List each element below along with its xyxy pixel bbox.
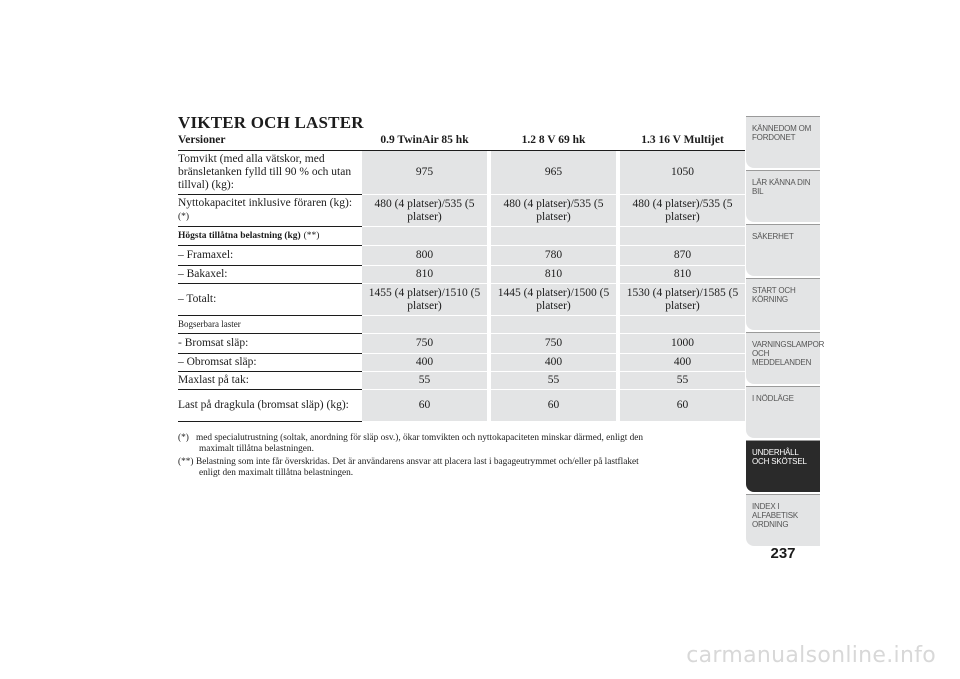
page-number: 237 [770,545,796,562]
row-label: - Bromsat släp: [178,334,362,354]
row-label: – Totalt: [178,284,362,316]
cell-value: 870 [620,246,745,266]
row-label: Tomvikt (med alla vätskor, med bränsletanken fylld till 90 % och utan tillval) (kg): [178,151,362,195]
header-versions: Versioner [178,132,362,151]
cell-value: 55 [620,372,745,390]
tab-kannedom[interactable]: KÄNNEDOM OM FORDONET [746,116,820,168]
table-row [178,354,745,372]
section-heading: Högsta tillåtna belastning (kg) (**) [178,227,362,246]
cell-value: 800 [362,246,487,266]
cell-value: 480 (4 platser)/535 (5 platser) [362,195,487,227]
table-row [178,372,745,390]
cell-value: 965 [491,151,616,195]
table-row [178,334,745,354]
cell-value: 55 [491,372,616,390]
table-header-row [178,132,745,151]
cell-value: 400 [491,354,616,372]
tab-i-nodlage[interactable]: I NÖDLÄGE [746,386,820,438]
row-label: Maxlast på tak: [178,372,362,390]
cell-value: 810 [491,266,616,284]
page-title: VIKTER OCH LASTER [178,113,364,132]
chapter-sidebar [746,116,825,548]
cell-value: 1455 (4 platser)/1510 (5 platser) [362,284,487,316]
header-12-8v: 1.2 8 V 69 hk [491,132,616,151]
cell-value: 1445 (4 platser)/1500 (5 platser) [491,284,616,316]
watermark: carmanualsonline.info [686,643,936,668]
table-row [178,227,745,246]
cell-value: 60 [362,390,487,422]
table-row [178,284,745,316]
cell-value: 480 (4 platser)/535 (5 platser) [620,195,745,227]
row-label: Last på dragkula (bromsat släp) (kg): [178,390,362,422]
table-row [178,151,745,195]
header-twinair: 0.9 TwinAir 85 hk [362,132,487,151]
table-row [178,316,745,334]
table-row [178,390,745,422]
cell-value: 1050 [620,151,745,195]
cell-value: 1000 [620,334,745,354]
table-row [178,195,745,227]
header-multijet: 1.3 16 V Multijet [620,132,745,151]
row-label: – Bakaxel: [178,266,362,284]
table-row [178,246,745,266]
tab-lar-kanna[interactable]: LÄR KÄNNA DIN BIL [746,170,820,222]
cell-value: 750 [362,334,487,354]
tab-sakerhet[interactable]: SÄKERHET [746,224,820,276]
cell-value: 810 [620,266,745,284]
cell-value: 810 [362,266,487,284]
table-row [178,266,745,284]
cell-value: 60 [491,390,616,422]
cell-value: 480 (4 platser)/535 (5 platser) [491,195,616,227]
footnote-1: (*) med specialutrustning (soltak, anordning för släp osv.), ökar tomvikten och nyttokapaciteten minskar därmed, enligt den maximalt tillåtna belastningen. [178,433,644,454]
tab-start-korning[interactable]: START OCH KÖRNING [746,278,820,330]
row-label: – Framaxel: [178,246,362,266]
cell-value: 780 [491,246,616,266]
cell-value: 55 [362,372,487,390]
section-heading: Bogserbara laster [178,316,362,334]
tab-varningslampor[interactable]: VARNINGSLAMPOR OCH MEDDELANDEN [746,332,820,384]
row-label: Nyttokapacitet inklusive föraren (kg): (*) [178,195,362,227]
weights-table [178,132,745,422]
cell-value: 750 [491,334,616,354]
row-label: – Obromsat släp: [178,354,362,372]
tab-underhall-active[interactable]: UNDERHÅLL OCH SKÖTSEL [746,440,820,492]
footnote-2: (**) Belastning som inte får överskridas. Det är användarens ansvar att placera last i bagageutrymmet och/eller på lastflaket enligt den maximalt tillåtna belastningen. [178,457,639,478]
cell-value: 60 [620,390,745,422]
tab-index[interactable]: INDEX I ALFABETISK ORDNING [746,494,820,546]
cell-value: 400 [362,354,487,372]
cell-value: 400 [620,354,745,372]
cell-value: 975 [362,151,487,195]
cell-value: 1530 (4 platser)/1585 (5 platser) [620,284,745,316]
